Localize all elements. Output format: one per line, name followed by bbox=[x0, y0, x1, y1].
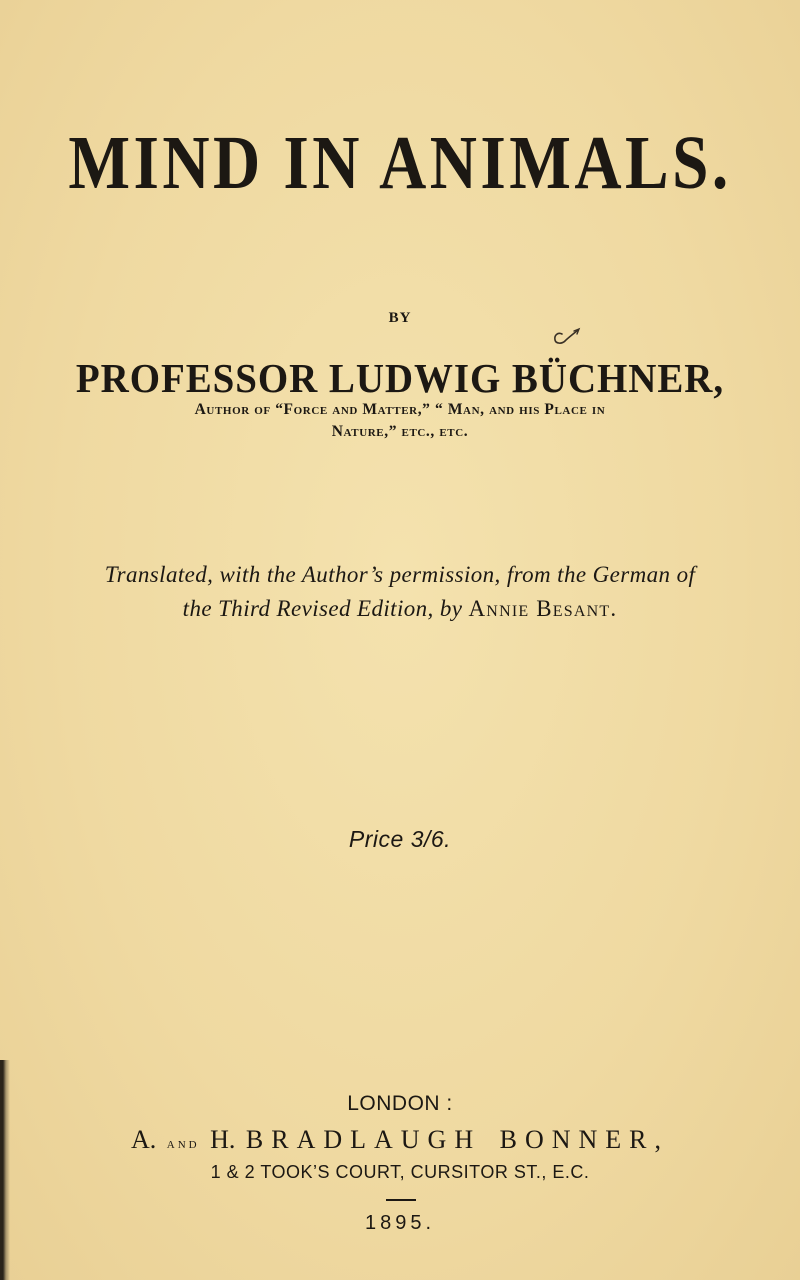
translation-edition-text: the Third Revised Edition, by bbox=[182, 596, 463, 621]
price-label: Price 3/6. bbox=[348, 826, 452, 852]
publisher-and: and bbox=[166, 1136, 200, 1152]
imprint-city: LONDON : bbox=[347, 1092, 453, 1115]
translation-note-line-2 bbox=[0, 596, 800, 622]
divider-rule bbox=[386, 1199, 416, 1201]
handwritten-mark-icon bbox=[548, 326, 584, 348]
publisher-address: 1 & 2 TOOK’S COURT, CURSITOR ST., E.C. bbox=[210, 1162, 590, 1182]
author-name: PROFESSOR LUDWIG BÜCHNER, bbox=[75, 355, 725, 401]
author-credits-line-1: Author of “Force and Matter,” “ Man, and his Place in bbox=[194, 401, 606, 418]
publisher-line bbox=[0, 1125, 800, 1155]
translator-name: Annie Besant. bbox=[468, 596, 618, 621]
publication-year: 1895. bbox=[364, 1212, 436, 1234]
publisher-initial-h: H. bbox=[210, 1125, 236, 1154]
publisher-initial-a: A. bbox=[130, 1125, 157, 1154]
author-credits-line-2: Nature,” etc., etc. bbox=[331, 423, 469, 440]
translation-note-line-1: Translated, with the Author’s permission, from the German of bbox=[104, 562, 696, 587]
by-label: BY bbox=[388, 310, 412, 326]
publisher-names: BRADLAUGH BONNER, bbox=[245, 1125, 670, 1154]
book-title: MIND IN ANIMALS. bbox=[68, 121, 732, 205]
